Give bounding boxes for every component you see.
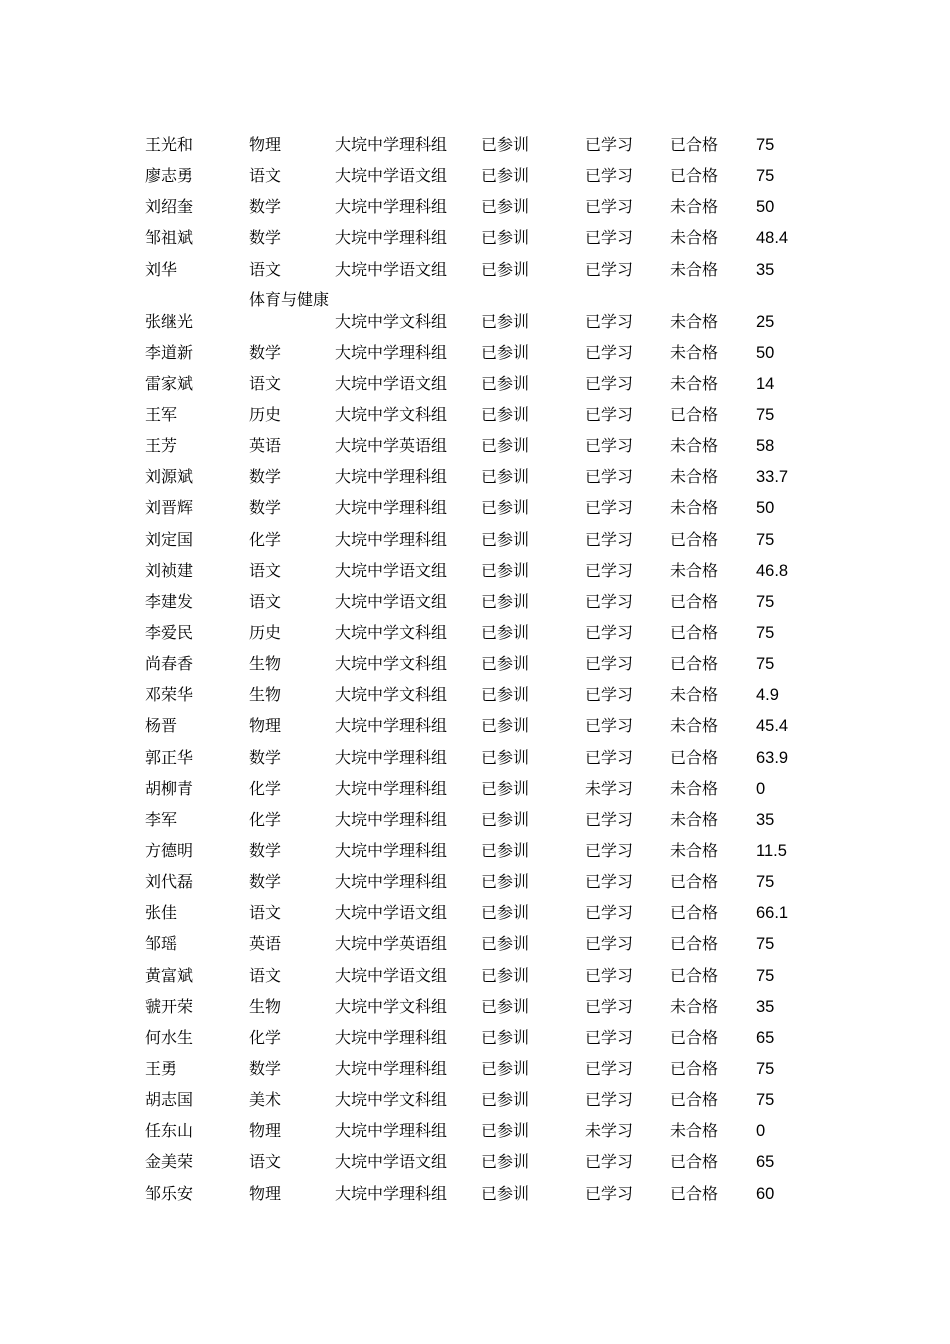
teaching-group-cell: 大垸中学语文组 [335, 591, 448, 611]
table-row [145, 256, 845, 287]
subject-cell: 化学 [249, 778, 282, 798]
pass-status-cell: 已合格 [670, 747, 719, 767]
table-row [145, 401, 845, 432]
score-cell: 65 [756, 1028, 775, 1047]
teaching-group-cell: 大垸中学文科组 [335, 311, 448, 331]
training-status-cell: 已参训 [481, 685, 530, 705]
teaching-group-cell: 大垸中学文科组 [335, 622, 448, 642]
teaching-group-cell: 大垸中学理科组 [335, 840, 448, 860]
pass-status-cell: 已合格 [670, 903, 719, 923]
table-row [145, 193, 845, 224]
training-status-cell: 已参训 [481, 1183, 530, 1203]
study-status-cell: 已学习 [585, 259, 634, 279]
training-status-cell: 已参训 [481, 872, 530, 892]
teacher-name-cell: 李建发 [145, 591, 194, 611]
training-status-cell: 已参训 [481, 1090, 530, 1110]
training-status-cell: 已参训 [481, 1058, 530, 1078]
study-status-cell: 已学习 [585, 373, 634, 393]
score-cell: 46.8 [756, 561, 789, 580]
pass-status-cell: 已合格 [670, 622, 719, 642]
training-status-cell: 已参训 [481, 965, 530, 985]
subject-cell: 数学 [249, 228, 282, 248]
teacher-name-cell: 邹瑶 [145, 934, 178, 954]
teaching-group-cell: 大垸中学理科组 [335, 1027, 448, 1047]
pass-status-cell: 已合格 [670, 135, 719, 154]
training-status-cell: 已参训 [481, 498, 530, 518]
teacher-name-cell: 杨晋 [145, 716, 178, 736]
teacher-name-cell: 李道新 [145, 342, 194, 362]
study-status-cell: 已学习 [585, 934, 634, 954]
score-cell: 75 [756, 592, 775, 611]
training-status-cell: 已参训 [481, 166, 530, 186]
table-row [145, 526, 845, 557]
teaching-group-cell: 大垸中学理科组 [335, 716, 448, 736]
study-status-cell: 已学习 [585, 467, 634, 487]
score-cell: 35 [756, 997, 775, 1016]
study-status-cell: 已学习 [585, 809, 634, 829]
table-row [145, 162, 845, 193]
teacher-name-cell: 雷家斌 [145, 373, 194, 393]
teacher-name-cell: 任东山 [145, 1121, 194, 1141]
pass-status-cell: 未合格 [670, 996, 719, 1016]
study-status-cell: 已学习 [585, 342, 634, 362]
subject-cell: 物理 [249, 1121, 282, 1141]
pass-status-cell: 已合格 [670, 934, 719, 954]
study-status-cell: 已学习 [585, 529, 634, 549]
score-cell: 0 [756, 779, 766, 798]
teaching-group-cell: 大垸中学语文组 [335, 903, 448, 923]
teacher-name-cell: 刘祯建 [145, 560, 194, 580]
teaching-group-cell: 大垸中学语文组 [335, 560, 448, 580]
pass-status-cell: 已合格 [670, 1152, 719, 1172]
study-status-cell: 未学习 [585, 1121, 634, 1141]
table-row [145, 930, 845, 961]
study-status-cell: 已学习 [585, 965, 634, 985]
teaching-group-cell: 大垸中学理科组 [335, 809, 448, 829]
pass-status-cell: 已合格 [670, 529, 719, 549]
teacher-name-cell: 虢开荣 [145, 996, 194, 1016]
training-status-cell: 已参训 [481, 778, 530, 798]
table-row [145, 287, 845, 339]
study-status-cell: 已学习 [585, 228, 634, 248]
table-row [145, 1024, 845, 1055]
study-status-cell: 已学习 [585, 1058, 634, 1078]
pass-status-cell: 未合格 [670, 716, 719, 736]
study-status-cell: 已学习 [585, 436, 634, 456]
teacher-name-cell: 刘代磊 [145, 872, 194, 892]
training-status-cell: 已参训 [481, 311, 530, 331]
subject-cell: 数学 [249, 747, 282, 767]
subject-cell: 数学 [249, 197, 282, 217]
study-status-cell: 已学习 [585, 622, 634, 642]
teacher-name-cell: 廖志勇 [145, 166, 194, 186]
subject-cell: 体育与健康 [249, 289, 330, 309]
pass-status-cell: 未合格 [670, 809, 719, 829]
pass-status-cell: 已合格 [670, 591, 719, 611]
study-status-cell: 已学习 [585, 1090, 634, 1110]
table-row [145, 370, 845, 401]
subject-cell: 生物 [249, 996, 282, 1016]
score-cell: 75 [756, 655, 775, 674]
table-row [145, 650, 845, 681]
table-row [145, 1086, 845, 1117]
teaching-group-cell: 大垸中学语文组 [335, 166, 448, 186]
training-status-cell: 已参训 [481, 342, 530, 362]
table-row [145, 1148, 845, 1179]
teaching-group-cell: 大垸中学文科组 [335, 1090, 448, 1110]
training-status-cell: 已参训 [481, 467, 530, 487]
training-status-cell: 已参训 [481, 135, 530, 154]
teacher-name-cell: 刘绍奎 [145, 197, 194, 217]
subject-cell: 语文 [249, 560, 282, 580]
subject-cell: 物理 [249, 135, 282, 154]
study-status-cell: 已学习 [585, 197, 634, 217]
score-cell: 14 [756, 374, 775, 393]
teacher-name-cell: 何水生 [145, 1027, 194, 1047]
teacher-name-cell: 黄富斌 [145, 965, 194, 985]
table-row [145, 131, 845, 162]
table-row [145, 899, 845, 930]
table-row [145, 463, 845, 494]
teaching-group-cell: 大垸中学语文组 [335, 965, 448, 985]
study-status-cell: 已学习 [585, 1183, 634, 1203]
table-row [145, 806, 845, 837]
study-status-cell: 已学习 [585, 840, 634, 860]
teaching-group-cell: 大垸中学理科组 [335, 1121, 448, 1141]
table-row [145, 681, 845, 712]
teacher-name-cell: 王芳 [145, 436, 178, 456]
training-status-cell: 已参训 [481, 404, 530, 424]
subject-cell: 历史 [249, 404, 282, 424]
teaching-group-cell: 大垸中学理科组 [335, 342, 448, 362]
study-status-cell: 已学习 [585, 654, 634, 674]
study-status-cell: 已学习 [585, 498, 634, 518]
training-status-cell: 已参训 [481, 654, 530, 674]
pass-status-cell: 未合格 [670, 311, 719, 331]
score-cell: 25 [756, 312, 775, 331]
pass-status-cell: 未合格 [670, 778, 719, 798]
score-cell: 0 [756, 1122, 766, 1141]
training-status-cell: 已参训 [481, 197, 530, 217]
subject-cell: 化学 [249, 809, 282, 829]
score-cell: 33.7 [756, 468, 789, 487]
teacher-name-cell: 李爱民 [145, 622, 194, 642]
table-row [145, 1055, 845, 1086]
training-status-cell: 已参训 [481, 996, 530, 1016]
teaching-group-cell: 大垸中学理科组 [335, 1058, 448, 1078]
training-status-cell: 已参训 [481, 840, 530, 860]
score-cell: 75 [756, 1059, 775, 1078]
pass-status-cell: 已合格 [670, 654, 719, 674]
pass-status-cell: 已合格 [670, 404, 719, 424]
score-cell: 75 [756, 530, 775, 549]
subject-cell: 英语 [249, 436, 282, 456]
teacher-name-cell: 胡柳青 [145, 778, 194, 798]
score-cell: 75 [756, 966, 775, 985]
table-row [145, 868, 845, 899]
pass-status-cell: 未合格 [670, 685, 719, 705]
subject-cell: 化学 [249, 1027, 282, 1047]
teaching-group-cell: 大垸中学文科组 [335, 996, 448, 1016]
score-cell: 35 [756, 260, 775, 279]
teacher-name-cell: 刘源斌 [145, 467, 194, 487]
pass-status-cell: 已合格 [670, 1027, 719, 1047]
teaching-group-cell: 大垸中学理科组 [335, 498, 448, 518]
training-status-cell: 已参训 [481, 373, 530, 393]
score-cell: 66.1 [756, 904, 789, 923]
teaching-group-cell: 大垸中学文科组 [335, 685, 448, 705]
teacher-name-cell: 尚春香 [145, 654, 194, 674]
teaching-group-cell: 大垸中学理科组 [335, 747, 448, 767]
study-status-cell: 已学习 [585, 560, 634, 580]
teacher-name-cell: 邹祖斌 [145, 228, 194, 248]
subject-cell: 数学 [249, 872, 282, 892]
score-cell: 45.4 [756, 717, 789, 736]
subject-cell: 语文 [249, 259, 282, 279]
study-status-cell: 已学习 [585, 1152, 634, 1172]
study-status-cell: 已学习 [585, 685, 634, 705]
pass-status-cell: 未合格 [670, 1121, 719, 1141]
teaching-group-cell: 大垸中学英语组 [335, 436, 448, 456]
table-row [145, 339, 845, 370]
table-row [145, 993, 845, 1024]
subject-cell: 历史 [249, 622, 282, 642]
table-row [145, 712, 845, 743]
table-row [145, 962, 845, 993]
subject-cell: 化学 [249, 529, 282, 549]
pass-status-cell: 未合格 [670, 228, 719, 248]
study-status-cell: 未学习 [585, 778, 634, 798]
study-status-cell: 已学习 [585, 747, 634, 767]
training-status-cell: 已参训 [481, 436, 530, 456]
pass-status-cell: 已合格 [670, 166, 719, 186]
study-status-cell: 已学习 [585, 716, 634, 736]
pass-status-cell: 未合格 [670, 840, 719, 860]
score-cell: 50 [756, 343, 775, 362]
study-status-cell: 已学习 [585, 311, 634, 331]
pass-status-cell: 未合格 [670, 259, 719, 279]
teaching-group-cell: 大垸中学语文组 [335, 373, 448, 393]
subject-cell: 数学 [249, 1058, 282, 1078]
score-cell: 35 [756, 810, 775, 829]
subject-cell: 美术 [249, 1090, 282, 1110]
teaching-group-cell: 大垸中学理科组 [335, 467, 448, 487]
teacher-name-cell: 刘华 [145, 259, 178, 279]
teacher-name-cell: 邹乐安 [145, 1183, 194, 1203]
teacher-name-cell: 李军 [145, 809, 178, 829]
pass-status-cell: 已合格 [670, 1058, 719, 1078]
score-cell: 75 [756, 623, 775, 642]
subject-cell: 物理 [249, 1183, 282, 1203]
table-row [145, 432, 845, 463]
training-status-cell: 已参训 [481, 1152, 530, 1172]
teaching-group-cell: 大垸中学文科组 [335, 654, 448, 674]
teaching-group-cell: 大垸中学理科组 [335, 228, 448, 248]
pass-status-cell: 未合格 [670, 498, 719, 518]
study-status-cell: 已学习 [585, 591, 634, 611]
score-cell: 75 [756, 167, 775, 186]
training-status-cell: 已参训 [481, 1121, 530, 1141]
pass-status-cell: 未合格 [670, 560, 719, 580]
training-status-cell: 已参训 [481, 259, 530, 279]
teaching-group-cell: 大垸中学理科组 [335, 197, 448, 217]
subject-cell: 数学 [249, 498, 282, 518]
score-cell: 63.9 [756, 748, 789, 767]
training-status-cell: 已参训 [481, 560, 530, 580]
training-status-cell: 已参训 [481, 591, 530, 611]
table-row [145, 744, 845, 775]
teaching-group-cell: 大垸中学英语组 [335, 934, 448, 954]
pass-status-cell: 未合格 [670, 197, 719, 217]
table-row [145, 588, 845, 619]
training-status-cell: 已参训 [481, 809, 530, 829]
teaching-group-cell: 大垸中学理科组 [335, 872, 448, 892]
teacher-name-cell: 方德明 [145, 840, 194, 860]
pass-status-cell: 已合格 [670, 1183, 719, 1203]
subject-cell: 数学 [249, 342, 282, 362]
teaching-group-cell: 大垸中学文科组 [335, 404, 448, 424]
teacher-name-cell: 王军 [145, 404, 178, 424]
study-status-cell: 已学习 [585, 166, 634, 186]
teacher-name-cell: 张佳 [145, 903, 178, 923]
teaching-group-cell: 大垸中学语文组 [335, 1152, 448, 1172]
teacher-name-cell: 王光和 [145, 135, 194, 154]
score-cell: 48.4 [756, 229, 789, 248]
teaching-group-cell: 大垸中学理科组 [335, 135, 448, 154]
subject-cell: 语文 [249, 1152, 282, 1172]
teaching-group-cell: 大垸中学理科组 [335, 1183, 448, 1203]
pass-status-cell: 未合格 [670, 373, 719, 393]
study-status-cell: 已学习 [585, 135, 634, 154]
score-cell: 75 [756, 136, 775, 154]
teaching-group-cell: 大垸中学理科组 [335, 778, 448, 798]
study-status-cell: 已学习 [585, 1027, 634, 1047]
teacher-name-cell: 王勇 [145, 1058, 178, 1078]
teacher-name-cell: 刘晋辉 [145, 498, 194, 518]
score-cell: 75 [756, 1091, 775, 1110]
teacher-name-cell: 郭正华 [145, 747, 194, 767]
score-cell: 50 [756, 198, 775, 217]
score-cell: 50 [756, 499, 775, 518]
score-cell: 4.9 [756, 686, 779, 705]
pass-status-cell: 未合格 [670, 436, 719, 456]
subject-cell: 语文 [249, 965, 282, 985]
training-status-cell: 已参训 [481, 1027, 530, 1047]
table-row [145, 619, 845, 650]
table-row [145, 775, 845, 806]
teaching-group-cell: 大垸中学语文组 [335, 259, 448, 279]
teaching-group-cell: 大垸中学理科组 [335, 529, 448, 549]
subject-cell: 生物 [249, 685, 282, 705]
table-row [145, 1180, 845, 1211]
subject-cell: 数学 [249, 467, 282, 487]
training-status-cell: 已参训 [481, 903, 530, 923]
score-cell: 75 [756, 405, 775, 424]
score-cell: 65 [756, 1153, 775, 1172]
pass-status-cell: 已合格 [670, 1090, 719, 1110]
teacher-name-cell: 金美荣 [145, 1152, 194, 1172]
training-status-cell: 已参训 [481, 716, 530, 736]
subject-cell: 语文 [249, 166, 282, 186]
teacher-name-cell: 邓荣华 [145, 685, 194, 705]
training-status-cell: 已参训 [481, 934, 530, 954]
training-status-cell: 已参训 [481, 747, 530, 767]
subject-cell: 数学 [249, 840, 282, 860]
table-row [145, 224, 845, 255]
table-row [145, 557, 845, 588]
teacher-training-table [145, 131, 845, 1211]
score-cell: 75 [756, 935, 775, 954]
score-cell: 60 [756, 1184, 775, 1203]
table-row [145, 837, 845, 868]
subject-cell: 语文 [249, 903, 282, 923]
pass-status-cell: 未合格 [670, 467, 719, 487]
teacher-name-cell: 胡志国 [145, 1090, 194, 1110]
study-status-cell: 已学习 [585, 404, 634, 424]
teacher-name-cell: 刘定国 [145, 529, 194, 549]
training-status-cell: 已参训 [481, 228, 530, 248]
subject-cell: 生物 [249, 654, 282, 674]
study-status-cell: 已学习 [585, 996, 634, 1016]
table-row [145, 1117, 845, 1148]
pass-status-cell: 未合格 [670, 342, 719, 362]
training-status-cell: 已参训 [481, 529, 530, 549]
training-status-cell: 已参训 [481, 622, 530, 642]
score-cell: 11.5 [756, 841, 787, 860]
pass-status-cell: 已合格 [670, 872, 719, 892]
pass-status-cell: 已合格 [670, 965, 719, 985]
study-status-cell: 已学习 [585, 872, 634, 892]
teacher-name-cell: 张继光 [145, 311, 194, 331]
score-cell: 58 [756, 437, 775, 456]
study-status-cell: 已学习 [585, 903, 634, 923]
subject-cell: 物理 [249, 716, 282, 736]
subject-cell: 英语 [249, 934, 282, 954]
table-row [145, 494, 845, 525]
subject-cell: 语文 [249, 373, 282, 393]
subject-cell: 语文 [249, 591, 282, 611]
score-cell: 75 [756, 873, 775, 892]
